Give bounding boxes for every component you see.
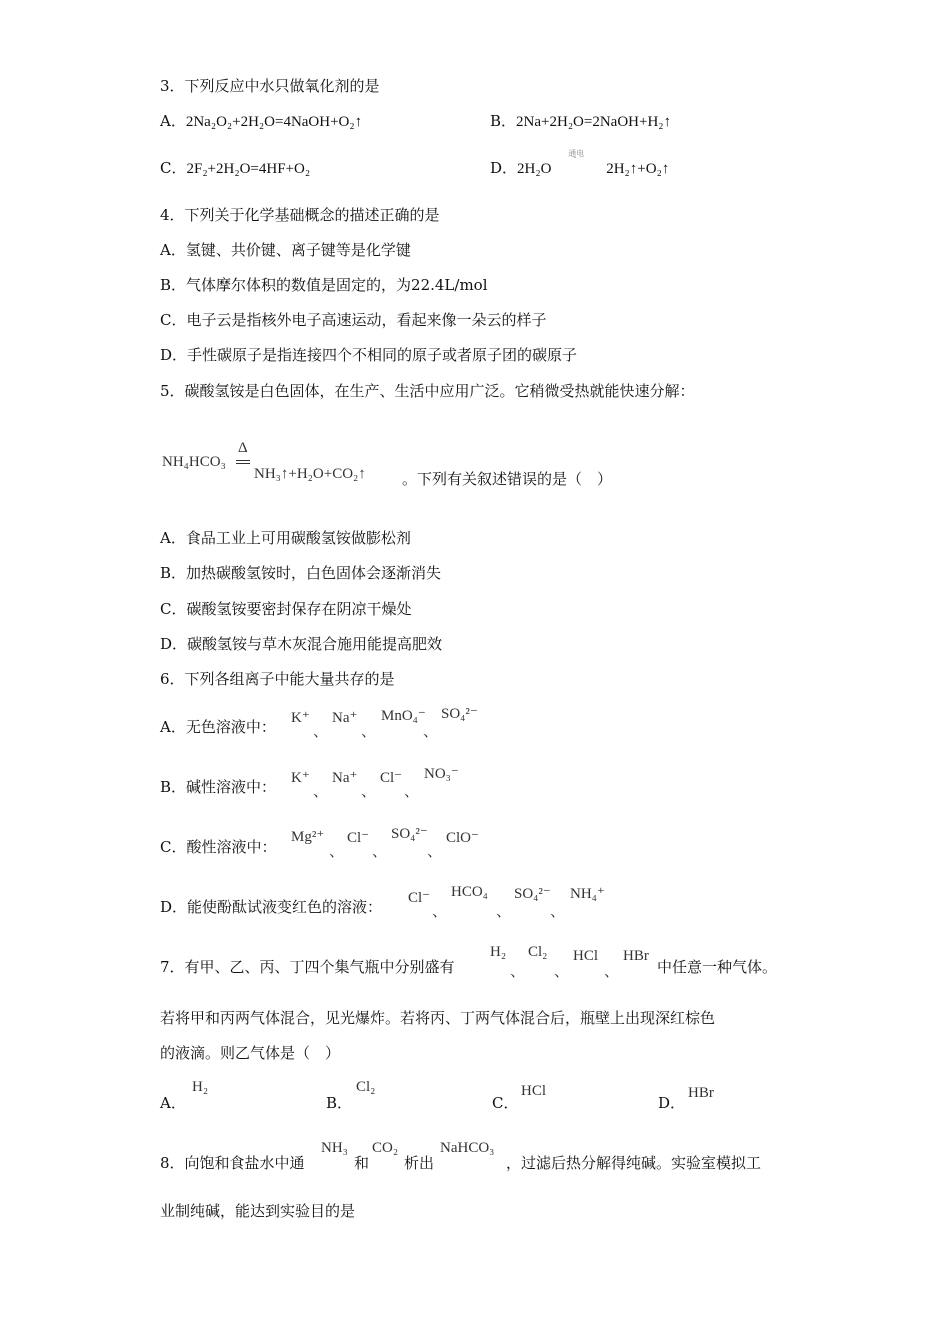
- q5-option-b: B．加热碳酸氢铵时，白色固体会逐渐消失: [160, 564, 442, 582]
- q5-equation: NH₄HCO₃ Δ NH₃↑+H₂O+CO₂↑ 。下列有关叙述错误的是（ ）: [162, 440, 613, 488]
- ion: ClO⁻: [446, 830, 479, 846]
- ion: Mg²⁺: [291, 829, 325, 845]
- q4-option-d: D．手性碳原子是指连接四个不相同的原子或者原子团的碳原子: [160, 346, 578, 364]
- gas-h2: H₂: [490, 944, 507, 960]
- q6-option-c: C．酸性溶液中：: [160, 838, 277, 856]
- ion: NO₃⁻: [424, 766, 459, 782]
- ion: Cl⁻: [380, 770, 403, 786]
- ion: Cl⁻: [347, 830, 370, 846]
- q8-stem: 8．向饱和食盐水中通: [160, 1154, 305, 1172]
- heat-condition: Δ: [238, 440, 248, 456]
- gas-cl2: Cl₂: [528, 944, 548, 960]
- ion: HCO₄: [451, 884, 488, 900]
- co2-formula: CO₂: [372, 1140, 399, 1156]
- q3-option-b: B．2Na+2H₂O=2NaOH+H₂↑: [490, 112, 672, 130]
- q3-stem: 3．下列反应中水只做氧化剂的是: [160, 77, 380, 95]
- q6-option-a: A．无色溶液中：: [160, 718, 276, 736]
- q5-option-c: C．碳酸氢铵要密封保存在阴凉干燥处: [160, 600, 412, 618]
- ion: NH₄⁺: [570, 886, 605, 902]
- ion: SO₄²⁻: [441, 706, 478, 722]
- gas-hbr: HBr: [623, 948, 649, 964]
- q4-option-b: B．气体摩尔体积的数值是固定的，为22.4L/mol: [160, 276, 488, 294]
- q6-option-d: D．能使酚酞试液变红色的溶液：: [160, 898, 383, 916]
- q4-option-a: A．氢键、共价键、离子键等是化学键: [160, 241, 411, 259]
- equation-products: NH₃↑+H₂O+CO₂↑: [254, 466, 366, 482]
- q7-option-c: C．: [492, 1094, 519, 1112]
- q7-line3: 的液滴。则乙气体是（ ）: [160, 1044, 341, 1062]
- q7-option-a: A．: [160, 1094, 186, 1112]
- ion: SO₄²⁻: [391, 826, 428, 842]
- q3-option-a: A．2Na₂O₂+2H₂O=4NaOH+O₂↑: [160, 112, 363, 130]
- q4-stem: 4．下列关于化学基础概念的描述正确的是: [160, 206, 440, 224]
- ion: MnO₄⁻: [381, 708, 426, 724]
- ion: K⁺: [291, 710, 310, 726]
- electrolysis-arrow: 通电: [568, 149, 585, 158]
- q6-option-b: B．碱性溶液中：: [160, 778, 277, 796]
- q7-stem: 7．有甲、乙、丙、丁四个集气瓶中分别盛有: [160, 958, 455, 976]
- ion: Na⁺: [332, 770, 358, 786]
- q7-option-d: D．: [658, 1094, 686, 1112]
- q8-line2: 业制纯碱，能达到实验目的是: [160, 1202, 356, 1220]
- q7-option-d-value: HBr: [688, 1085, 714, 1101]
- ion: Na⁺: [332, 710, 358, 726]
- q3-option-c: C．2F₂+2H₂O=4HF+O₂: [160, 159, 311, 177]
- q5-option-d: D．碳酸氢铵与草木灰混合施用能提高肥效: [160, 635, 443, 653]
- equation-reactant: NH₄HCO₃: [162, 454, 226, 470]
- nh3-formula: NH₃: [321, 1140, 348, 1156]
- equation-arrow: [236, 460, 250, 461]
- q3-option-d: D．2H₂O 通电 2H₂↑+O₂↑: [490, 149, 670, 177]
- nahco3-formula: NaHCO₃: [440, 1140, 495, 1156]
- q7-line2: 若将甲和丙两气体混合，见光爆炸。若将丙、丁两气体混合后，瓶壁上出现深红棕色: [160, 1009, 716, 1027]
- ion: Cl⁻: [408, 890, 431, 906]
- gas-hcl: HCl: [573, 948, 599, 964]
- ion: K⁺: [291, 770, 310, 786]
- q4-option-c: C．电子云是指核外电子高速运动，看起来像一朵云的样子: [160, 311, 547, 329]
- q6-stem: 6．下列各组离子中能大量共存的是: [160, 670, 395, 688]
- ion: SO₄²⁻: [514, 886, 551, 902]
- q7-option-b-value: Cl₂: [356, 1079, 376, 1095]
- q7-option-b: B．: [326, 1094, 353, 1112]
- q5-stem: 5．碳酸氢铵是白色固体，在生产、生活中应用广泛。它稍微受热就能快速分解：: [160, 382, 695, 400]
- q7-option-a-value: H₂: [192, 1079, 209, 1095]
- q7-option-c-value: HCl: [521, 1083, 547, 1099]
- q5-option-a: A．食品工业上可用碳酸氢铵做膨松剂: [160, 529, 411, 547]
